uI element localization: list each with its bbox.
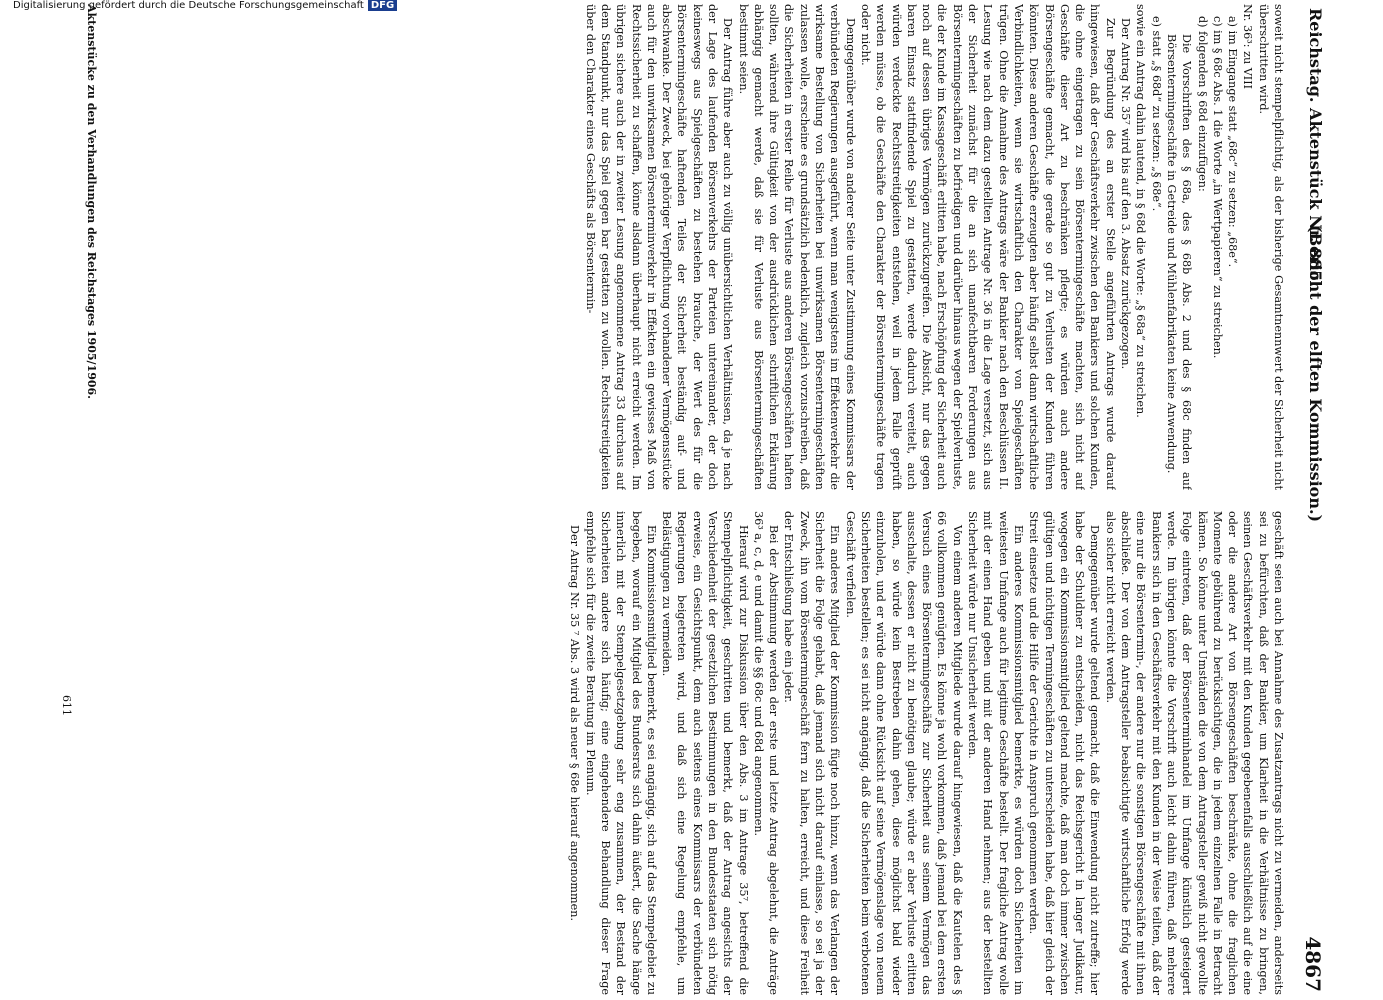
dfg-logo: DFG bbox=[368, 0, 397, 11]
right-text-column bbox=[108, 511, 1286, 995]
paragraph: Hierauf wird zur Diskussion über den Abs. 3 im Antrage 35⁷, betreffend die Stempelpflichtigkeit, geschritten und bemerkt, daß der Antrag angesichts der Verschiedenheit der gesetzlichen Bestimmungen in den Bundesstaaten sich nötig erweise, ein Gesichtspunkt, dem auch seitens eines Kommissars der verbündeten Regierungen beigetreten wird, und daß sich eine Regelung empfehle, um Belästigungen zu vermeiden. bbox=[660, 511, 750, 995]
paragraph: Zur Begründung des an erster Stelle angeführten Antrags wurde darauf hingewiesen, daß der Geschäftsverkehr zwischen den Bankiers und solchen Kunden, die ohne eingetragen zu sein Börsentermingeschäfte machten, sich nicht auf Geschäfte dieser Art zu beschränken pflegte; es würden auch andere Börsengeschäfte gemacht, die gerade so gut zu Verlusten der Kunden führen könnten. Diese anderen Geschäfte erzeugten aber häufig selbst dann wirtschaftliche Verbindlichkeiten, wenn sie wirtschaftlich den Charakter von Spielgeschäften trügen. Ohne die Annahme des Antrags wäre der Bankier nach den Beschlüssen II. Lesung wie nach dem dazu gestellten Antrage Nr. 36 in die Lage versetzt, sich aus der Sicherheit zunächst für die an sich unanfechtbaren Forderungen aus Börsentermingeschäften zu befriedigen und darüber hinaus wegen der Spielverluste, die der Kunde im Kassageschäft erlitten habe, nach Erschöpfung der Sicherheit auch noch auf dessen übriges Vermögen zurückzugreifen. Die Absicht, nur das gegen baren Einsatz stattfindende Spiel zu gestatten, werde dadurch vereitelt, auch würden verdeckte Rechtsstreitigkeiten entstehen, weil in jedem Falle geprüft werden müsse, ob die Geschäfte den Charakter der Börsentermingeschäfte tragen oder nicht. bbox=[858, 4, 1117, 490]
paragraph: Ein anderes Kommissionsmitglied bemerkte, es würden doch Sicherheiten im weitesten Umfange auch für legitime Geschäfte bestellt. Der fragliche Antrag wolle mit der einen Hand geben und mit der anderen Hand nehmen; aus der bestellten Sicherheit würde nur Unsicherheit werden. bbox=[966, 511, 1025, 995]
paragraph: Nr. 36³: zu VIII bbox=[1241, 4, 1255, 90]
paragraph: Der Antrag Nr. 35 ⁷ Abs. 3 wird als neuer § 68e hierauf angenommen. bbox=[568, 525, 582, 922]
paragraph: Bei der Abstimmung werden der erste und letzte Antrag abgelehnt, die Anträge 36³ a, c, d, e und damit die §§ 68c und 68d angenommen. bbox=[751, 511, 781, 995]
paragraph: a) im Eingange statt „68c“ zu setzen: „68e“. bbox=[1226, 16, 1240, 268]
digitization-note bbox=[13, 0, 397, 11]
bottom-page-number: 611 bbox=[60, 695, 73, 716]
paragraph: e) statt „§ 68d“ zu setzen: „§ 68e“. bbox=[1149, 16, 1163, 212]
paragraph: c) im § 68c Abs. 1 die Worte „in Wertpapieren“ zu streichen. bbox=[1210, 16, 1224, 359]
paragraph: soweit nicht stempelpflichtig, als der bisherige Gesamtnennwert der Sicherheit nicht überschritten wird. bbox=[1256, 4, 1285, 490]
paragraph: geschäft seien auch bei Annahme des Zusatzantrags nicht zu vermeiden, anderseits sei zu befürchten, daß der Bankier, um Klarheit in die Verhältnisse zu bringen, seinen Geschäftsverkehr mit den Kunden gegebenenfalls ausschließlich auf die eine oder die andere Art von Börsengeschäften beschränke, ohne die fraglichen Momente gebührend zu berücksichtigen, die in jedem einzelnen Falle in Betracht kämen. So könne unter Umständen die von dem Antragsteller gewiß nicht gewollte Folge eintreten, daß der Börsenterminhandel im Umfange künstlich gesteigert werde. Im übrigen könnte die Vorschrift auch leicht dahin führen, daß mehrere Bankiers sich in den Geschäftsverkehr mit den Kunden in der Weise teilten, daß der eine nur die Börsentermin-, der andere nur die sonstigen Börsengeschäfte mit ihnen abschließe. Der von dem Antragsteller beabsichtigte wirtschaftliche Erfolg werde also sicher nicht erreicht werden. bbox=[1103, 511, 1285, 995]
header-left: Reichstag. Aktenstück Nr. 885. bbox=[1306, 8, 1325, 287]
paragraph: Demgegenüber wurde geltend gemacht, daß die Einwendung nicht zutreffe; hier habe der Schuldner zu entscheiden, nicht das Reichsgericht in langer Judikatur, wogegen ein Kommissionsmitglied geltend machte, daß man doch immer zwischen gültigen und nichtigen Termingeschäften zu unterscheiden habe, daß hier gleich der Streit einsetze und die Hilfe der Gerichte in Anspruch genommen werden. bbox=[1027, 511, 1102, 995]
footer-title: Aktenstücke zu den Verhandlungen des Reichstages 1905/1906. bbox=[85, 4, 98, 399]
paragraph: Der Antrag Nr. 35⁷ wird bis auf den 3. Absatz zurückgezogen. bbox=[1119, 18, 1133, 370]
paragraph: Der Antrag führe aber auch zu völlig unübersichtlichen Verhältnissen, da je nach der Lage des laufenden Börsenverkehrs der Parteien untereinander, der doch keineswegs aus Spielgeschäften zu bestehen brauche, der Wert des für die Börsentermingeschäfte haftenden Teiles der Sicherheit beständig auf- und abschwanke. Der Zweck, bei gehöriger Verpflichtung vorhandener Vermögensstücke auch für den unwirksamen Börsenterminverkehr in Effekten ein gewisses Maß von Rechtssicherheit zu schaffen, könne alsdann überhaupt nicht erreicht werden. Im übrigen sichere auch der in zweiter Lesung angenommene Antrag 33 durchaus auf dem Standpunkt, nur das Spiel gegen bar gestatten zu wollen. Rechtsstreitigkeiten über den Charakter eines Geschäfts als Börsentermin- bbox=[583, 4, 735, 490]
header-page-number: 4867 bbox=[1301, 936, 1325, 992]
paragraph: d) folgenden § 68d einzufügen: bbox=[1195, 16, 1209, 192]
paragraph: Von einem anderen Mitgliede wurde darauf hingewiesen, daß die Kautelen des § 66 vollkommen genügten. Es könne ja wohl vorkommen, daß jemand bei dem ersten Versuch eines Börsentermingeschäfts zur Sicherheit aus seinem Vermögen das ausschalte, dessen er nicht zu benötigen glaube; würde er aber Verluste erlitten haben, so würde kein Bestreben dahin gehen, diese möglichst bald wieder einzuholen, und er würde dann ohne Rücksicht auf seine Vermögenslage von neuem Sicherheiten bestellen; es sei nicht angängig, daß die Sicherheiten beim verbotenen Geschäft verfielen. bbox=[843, 511, 964, 995]
header-center: (Bericht der elften Kommission.) bbox=[1306, 225, 1325, 523]
digitization-note-text: Digitalisierung gefördert durch die Deutsche Forschungsgemeinschaft bbox=[13, 0, 364, 11]
paragraph: Ein anderes Mitglied der Kommission fügte noch hinzu, wenn das Verlangen der Sicherheit die Folge gehabt, daß jemand sich nicht darauf einlasse, so sei ja der Zweck, ihn vom Börsentermingeschäft fern zu halten, erreicht, und diese Freiheit der Entschließung habe ein jeder. bbox=[782, 511, 842, 995]
left-text-column bbox=[108, 4, 1286, 490]
paragraph: sowie ein Antrag dahin lautend, in § 68d die Worte: „§ 68a“ zu streichen. bbox=[1134, 4, 1148, 418]
paragraph: Die Vorschriften des § 68a, des § 68b Abs. 2 und des § 68c finden auf Börsentermingeschäfte in Getreide und Mühlenfabrikaten keine Anwendung. bbox=[1164, 34, 1194, 490]
paragraph: Ein Kommissionsmitglied bemerkt, es sei angängig, sich auf das Stempelgebiet zu begeben, worauf ein Mitglied des Bundesrats sich dahin äußert, die Sache hänge innerlich mit der Stempelgesetzgebung sehr eng zusammen, der Bestand der Sicherheiten andere sich häufig; eine eingehendere Behandlung dieser Frage empfehle sich für die zweite Beratung im Plenum. bbox=[583, 511, 658, 995]
paragraph: Demgegenüber wurde von anderer Seite unter Zustimmung eines Kommissars der verbündeten Regierungen ausgeführt, wenn man wenigstens im Effektenverkehr die wirksame Bestellung von Sicherheiten bei unwirksamen Börsentermingeschäften zulassen wolle, erscheine es grundsätzlich bedenklich, zugleich vorzuschreiben, daß die Sicherheiten in erster Reihe für Verluste aus anderen Börsengeschäften haften sollten, während ihre Gültigkeit von der ausdrücklichen schriftlichen Erklärung abhängig gemacht werde, daß sie für Verluste aus Börsentermingeschäften bestimmt seien. bbox=[736, 4, 857, 490]
